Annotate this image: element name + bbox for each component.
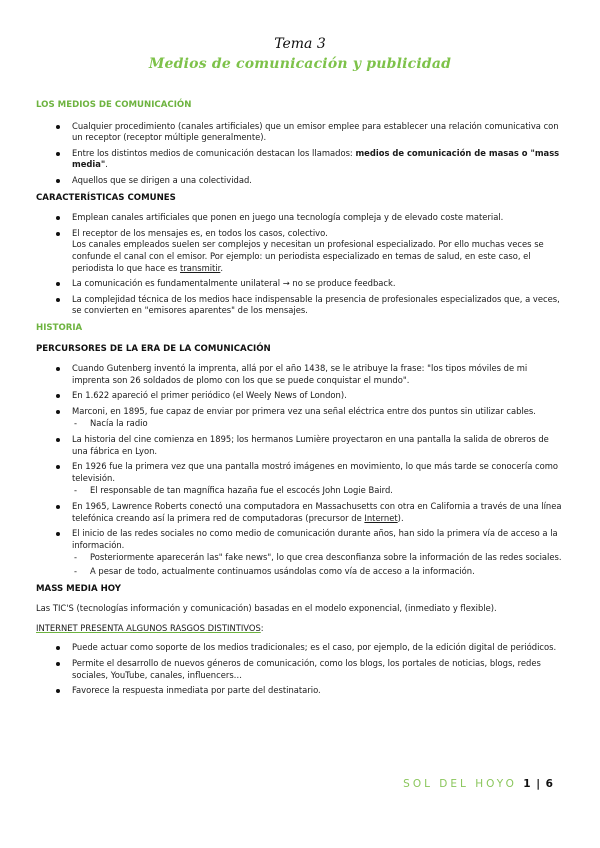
page-number: 1 | 6 xyxy=(523,778,554,790)
list-item-text: En 1965, Lawrence Roberts conectó una computadora en Massachusetts con otra en California a través de una línea telefónica creando así la primera red de computadoras (precursor de xyxy=(72,501,562,523)
section-heading-historia: HISTORIA xyxy=(36,322,83,333)
list-item: Entre los distintos medios de comunicación destacan los llamados: medios de comunicación de masas o "mass media". xyxy=(72,148,566,171)
page-footer xyxy=(403,778,554,790)
list-item-text: Entre los distintos medios de comunicación destacan los llamados: xyxy=(72,147,353,158)
sub-list-item: - Posteriormente aparecerán las" fake news", lo que crea desconfianza sobre la información de las redes sociales. xyxy=(90,552,566,564)
caracteristicas-list xyxy=(36,212,566,317)
sub-list xyxy=(72,552,566,577)
list-item xyxy=(72,406,566,430)
list-item: La complejidad técnica de los medios hace indispensable la presencia de profesionales especializados que, a veces, se convierten en "emisores aparentes" de los mensajes. xyxy=(72,294,566,317)
subheading-percursores: PERCURSORES DE LA ERA DE LA COMUNICACIÓN xyxy=(36,343,271,354)
list-item-text: Los canales empleados suelen ser complejos y necesitan un profesional especializado. Por ello muchas veces se confunde el canal con el emisor. Por ejemplo: un periodista especializado en temas de salud, en este caso, el periodista lo que hace es xyxy=(72,239,544,273)
underlined-term: transmitir xyxy=(180,262,221,273)
sub-list-item: - Nacía la radio xyxy=(90,418,566,430)
list-item-text: El receptor de los mensajes es, en todos los casos, colectivo. xyxy=(72,227,328,238)
list-item xyxy=(72,461,566,497)
list-item-text: En 1926 fue la primera vez que una pantalla mostró imágenes en movimiento, lo que más tarde se conocería como televisión. xyxy=(72,461,558,483)
list-item: Permite el desarrollo de nuevos géneros de comunicación, como los blogs, los portales de noticias, blogs, redes sociales, YouTube, canales, influencers… xyxy=(72,658,566,681)
list-item: Puede actuar como soporte de los medios tradicionales; es el caso, por ejemplo, de la edición digital de periódicos. xyxy=(72,642,566,654)
list-item: Emplean canales artificiales que ponen en juego una tecnología compleja y de elevado coste material. xyxy=(72,212,566,224)
list-item: Cuando Gutenberg inventó la imprenta, allá por el año 1438, se le atribuye la frase: "los tipos móviles de mi imprenta son 26 soldados de plomo con los que se puede conquistar el mundo". xyxy=(72,363,566,386)
document-subtitle: Medios de comunicación y publicidad xyxy=(148,56,452,72)
mass-media-paragraph: Las TIC'S (tecnologías información y comunicación) basadas en el modelo exponencial, (inmediato y flexible). xyxy=(36,603,497,614)
list-item: Favorece la respuesta inmediata por parte del destinatario. xyxy=(72,685,566,697)
sub-list xyxy=(72,418,566,430)
list-item: La comunicación es fundamentalmente unilateral → no se produce feedback. xyxy=(72,278,566,290)
list-item: En 1.622 apareció el primer periódico (el Weely News of London). xyxy=(72,390,566,402)
sub-list-item: - El responsable de tan magnífica hazaña fue el escocés John Logie Baird. xyxy=(90,485,566,497)
underlined-term: Internet xyxy=(364,512,398,523)
list-item: En 1965, Lawrence Roberts conectó una computadora en Massachusetts con otra en California a través de una línea telefónica creando así la primera red de computadoras (precursor de Internet). xyxy=(72,501,566,524)
list-item-text: Marconi, en 1895, fue capaz de enviar por primera vez una señal eléctrica entre dos puntos sin utilizar cables. xyxy=(72,405,536,416)
list-item-text: El inicio de las redes sociales no como medio de comunicación durante años, han sido la primera vía de acceso a la información. xyxy=(72,528,558,550)
bold-term: medios de comunicación de masas o "mass media" xyxy=(72,147,560,170)
list-item: Aquellos que se dirigen a una colectividad. xyxy=(72,175,566,187)
list-item: La historia del cine comienza en 1895; los hermanos Lumière proyectaron en una pantalla la salida de obreros de una fábrica en Lyon. xyxy=(72,434,566,457)
medios-list xyxy=(36,121,566,187)
document-body xyxy=(36,98,566,703)
section-heading-mass-media: MASS MEDIA HOY xyxy=(36,583,121,594)
footer-author: SOL DEL HOYO xyxy=(403,778,517,790)
list-item xyxy=(72,528,566,577)
subheading-internet: INTERNET PRESENTA ALGUNOS RASGOS DISTINTIVOS xyxy=(36,622,261,633)
internet-list xyxy=(36,642,566,696)
section-heading-medios: LOS MEDIOS DE COMUNICACIÓN xyxy=(36,100,192,110)
historia-list xyxy=(36,363,566,578)
sub-list-item: - A pesar de todo, actualmente continuamos usándolas como vía de acceso a la información. xyxy=(90,566,566,578)
list-item: Cualquier procedimiento (canales artificiales) que un emisor emplee para establecer una relación comunicativa con un receptor (receptor múltiple generalmente). xyxy=(72,121,566,144)
document-title: Tema 3 xyxy=(274,36,326,52)
subheading-internet-wrap: INTERNET PRESENTA ALGUNOS RASGOS DISTINTIVOS: xyxy=(36,622,264,633)
sub-list xyxy=(72,485,566,497)
list-item: El receptor de los mensajes es, en todos los casos, colectivo. Los canales empleados suelen ser complejos y necesitan un profesional especializado. Por ello muchas veces se confunde el canal con el emisor. Por ejemplo: un periodista especializado en temas de salud, en este caso, el periodista lo que hace es transmitir. xyxy=(72,228,566,274)
section-heading-caracteristicas: CARACTERÍSTICAS COMUNES xyxy=(36,192,176,203)
